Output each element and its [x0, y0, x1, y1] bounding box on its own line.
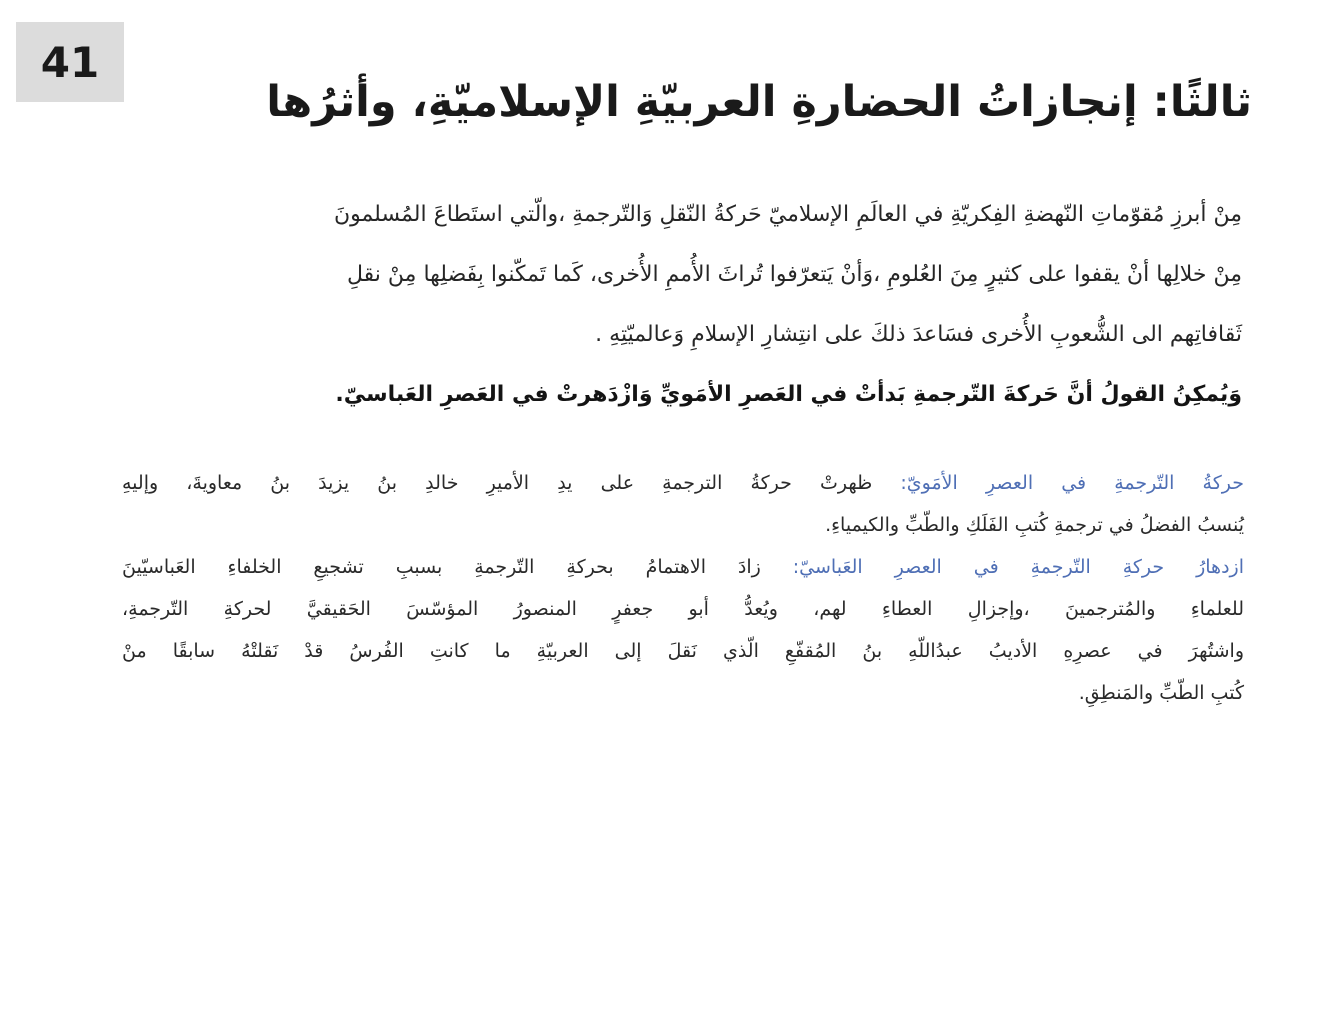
abbasid-section-line	[122, 672, 1244, 714]
intro-line: مِنْ خلالِها أنْ يقفوا على كثيرٍ مِنَ العُلومِ ،وَأنْ يَتعرّفوا تُراثَ الأُممِ الأُخرى، كَما تَمكّنوا بِفَضلِها مِنْ نقلِ	[347, 262, 1242, 287]
intro-line: مِنْ أبرزِ مُقوّماتِ النّهضةِ الفِكريّةِ في العالَمِ الإسلاميّ حَركةُ النّقلِ وَالتّرجمةِ ،والّتي استَطاعَ المُسلمونَ	[333, 202, 1242, 227]
abbasid-section-text: زادَ الاهتمامُ بحركةِ التّرجمةِ بسببِ تشجيعِ الخلفاءِ العَباسيّينَ	[122, 556, 761, 578]
abbasid-section-text: للعلماءِ والمُترجمينَ ،وإجزالِ العطاءِ لهم، ويُعدُّ أبو جعفرٍ المنصورُ المؤسّسَ الحَقيقيَّ لحركةِ التّرجمةِ،	[122, 598, 1244, 620]
umayyad-section-line	[122, 462, 1244, 504]
umayyad-section-line	[122, 504, 1244, 546]
umayyad-section-text: يُنسبُ الفضلُ في ترجمةِ كُتبِ الفَلَكِ والطّبِّ والكيمياءِ.	[825, 514, 1244, 536]
intro-emphasis-line: وَيُمكِنُ القولُ أنَّ حَركةَ التّرجمةِ بَدأتْ في العَصرِ الأمَويِّ وَازْدَهرتْ في العَصرِ العَباسيّ.	[335, 382, 1242, 407]
abbasid-section-line	[122, 630, 1244, 672]
abbasid-section-text: كُتبِ الطّبِّ والمَنطِقِ.	[1078, 682, 1244, 704]
intro-line: ثَقافاتِهم الى الشُّعوبِ الأُخرى فسَاعدَ ذلكَ على انتِشارِ الإسلامِ وَعالميّتِهِ .	[595, 322, 1242, 347]
translation-sections	[122, 462, 1244, 714]
intro-paragraph	[222, 190, 1242, 430]
umayyad-section-text: ظهرتْ حركةُ الترجمةِ على يدِ الأميرِ خالدِ بنُ يزيدَ بنُ معاويةَ، وإليهِ	[122, 472, 873, 494]
page-number-badge: 41	[16, 22, 124, 102]
page-title: ثالثًا: إنجازاتُ الحضارةِ العربيّةِ الإسلاميّةِ، وأثرُها	[266, 77, 1252, 127]
umayyad-section-label: حركةُ التّرجمةِ في العصرِ الأمَويّ:	[900, 472, 1245, 494]
abbasid-section-label: ازدهارُ حركةِ التّرجمةِ في العصرِ العَباسيّ:	[792, 556, 1244, 578]
abbasid-section-text: واشتُهرَ في عصرِهِ الأديبُ عبدُاللّهِ بنُ المُقفّعِ الّذي نَقلَ إلى العربيّةِ ما كانتِ الفُرسُ قدْ نَقلتْهُ سابقًا منْ	[122, 640, 1244, 662]
abbasid-section-line	[122, 546, 1244, 588]
abbasid-section-line	[122, 588, 1244, 630]
